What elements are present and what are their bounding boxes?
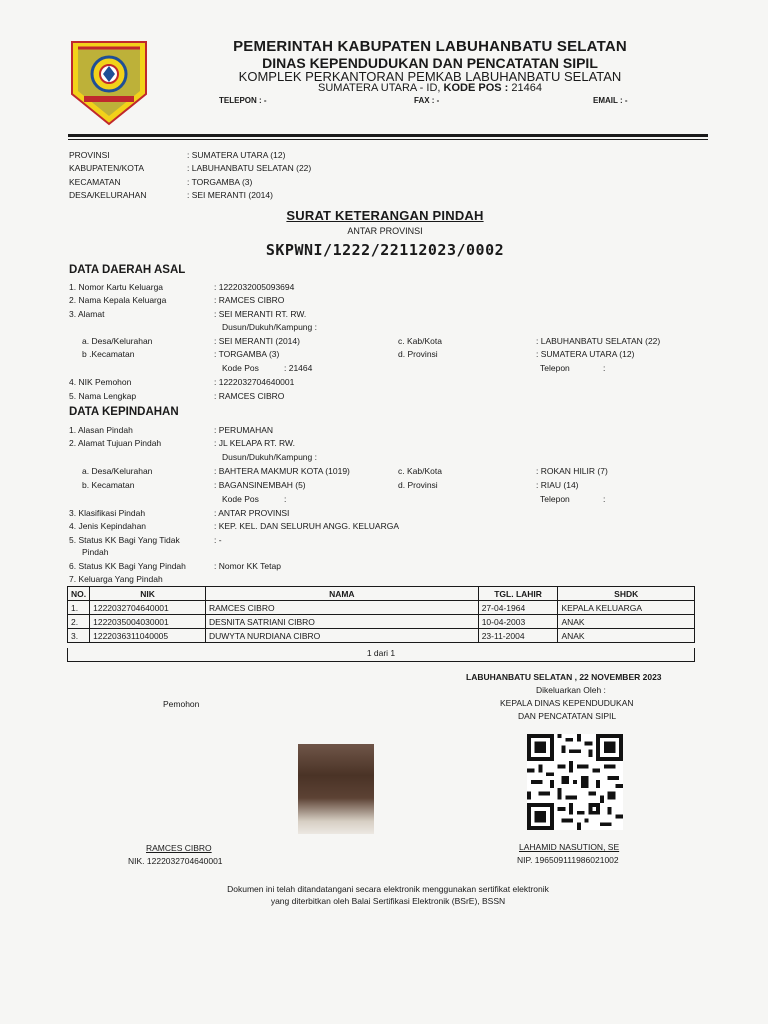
- cell-nik: 1222032704640001: [90, 601, 206, 615]
- header-divider-thin: [68, 139, 708, 140]
- origin-kec-label: b .Kecamatan: [82, 349, 135, 359]
- moving-class-label: 3. Klasifikasi Pindah: [69, 508, 146, 518]
- col-header-tgl-lahir: TGL. LAHIR: [478, 587, 558, 601]
- moving-postcode-label: Kode Pos: [222, 494, 259, 504]
- moving-kab-value: : ROKAN HILIR (7): [536, 466, 608, 476]
- moving-status-stay-label-2: Pindah: [82, 547, 109, 557]
- origin-nik-label: 4. NIK Pemohon: [69, 377, 132, 387]
- header-address: [160, 82, 700, 94]
- regency-emblem-icon: [70, 40, 148, 126]
- origin-kab-label: c. Kab/Kota: [398, 336, 442, 346]
- cell-tgl-lahir: 23-11-2004: [478, 629, 558, 643]
- origin-address-label: 3. Alamat: [69, 309, 105, 319]
- cell-shdk: KEPALA KELUARGA: [558, 601, 695, 615]
- cell-nik: 1222035004030001: [90, 615, 206, 629]
- moving-status-move-label: 6. Status KK Bagi Yang Pindah: [69, 561, 186, 571]
- origin-kec-value: : TORGAMBA (3): [214, 349, 280, 359]
- region-kabupaten-value: : LABUHANBATU SELATAN (22): [187, 163, 312, 173]
- origin-prov-label: d. Provinsi: [398, 349, 438, 359]
- cell-shdk: ANAK: [558, 629, 695, 643]
- moving-type-value: : KEP. KEL. DAN SELURUH ANGG. KELUARGA: [214, 521, 400, 531]
- origin-postcode-label: Kode Pos: [222, 363, 259, 373]
- cell-tgl-lahir: 27-04-1964: [478, 601, 558, 615]
- origin-postcode-value: : 21464: [284, 363, 313, 373]
- cell-no: 3.: [68, 629, 90, 643]
- document-title: SURAT KETERANGAN PINDAH: [286, 208, 484, 223]
- section-moving-heading: DATA KEPINDAHAN: [69, 406, 179, 418]
- header-complex: KOMPLEK PERKANTORAN PEMKAB LABUHANBATU SELATAN: [238, 69, 622, 84]
- header-postcode: 21464: [511, 82, 542, 94]
- footer-esign-line-1: Dokumen ini telah ditandatangani secara elektronik menggunakan sertifikat elektronik: [227, 884, 549, 894]
- moving-desa-label: a. Desa/Kelurahan: [82, 466, 153, 476]
- footer-esign-line-2: yang diterbitkan oleh Balai Sertifikasi Elektronik (BSrE), BSSN: [270, 896, 506, 906]
- moving-kec-value: : BAGANSINEMBAH (5): [214, 480, 306, 490]
- col-header-nik: NIK: [90, 587, 206, 601]
- table-row: [68, 615, 695, 629]
- col-header-nama: NAMA: [205, 587, 478, 601]
- document-subtitle: ANTAR PROVINSI: [347, 226, 423, 236]
- moving-dusun: Dusun/Dukuh/Kampung :: [222, 452, 317, 462]
- moving-status-stay-label: 5. Status KK Bagi Yang Tidak: [69, 535, 180, 545]
- region-kecamatan-label: KECAMATAN: [69, 177, 121, 187]
- region-desa-label: DESA/KELURAHAN: [69, 190, 147, 200]
- cell-nama: DUWYTA NURDIANA CIBRO: [205, 629, 478, 643]
- moving-reason-label: 1. Alasan Pindah: [69, 425, 133, 435]
- moving-prov-label: d. Provinsi: [398, 480, 438, 490]
- moving-kec-label: b. Kecamatan: [82, 480, 135, 490]
- moving-desa-value: : BAHTERA MAKMUR KOTA (1019): [214, 466, 350, 476]
- office-title-1: KEPALA DINAS KEPENDUDUKAN: [500, 698, 634, 708]
- origin-name-value: : RAMCES CIBRO: [214, 391, 285, 401]
- cell-nama: RAMCES CIBRO: [205, 601, 478, 615]
- origin-address-value: : SEI MERANTI RT. RW.: [214, 309, 307, 319]
- moving-address-label: 2. Alamat Tujuan Pindah: [69, 438, 162, 448]
- header-email: EMAIL : -: [593, 96, 628, 105]
- cell-no: 1.: [68, 601, 90, 615]
- moving-family-label: 7. Keluarga Yang Pindah: [69, 574, 163, 584]
- cell-nik: 1222036311040005: [90, 629, 206, 643]
- moving-status-stay-value: : -: [214, 535, 222, 545]
- moving-telepon-label: Telepon: [540, 494, 570, 504]
- header-telepon: TELEPON : -: [219, 96, 267, 105]
- origin-kk-label: 1. Nomor Kartu Keluarga: [69, 282, 164, 292]
- applicant-label: Pemohon: [163, 699, 200, 709]
- family-table: [67, 586, 695, 643]
- origin-dusun: Dusun/Dukuh/Kampung :: [222, 322, 317, 332]
- col-header-shdk: SHDK: [558, 587, 695, 601]
- table-row: [68, 601, 695, 615]
- origin-head-label: 2. Nama Kepala Keluarga: [69, 295, 167, 305]
- region-kabupaten-label: KABUPATEN/KOTA: [69, 163, 145, 173]
- applicant-name: RAMCES CIBRO: [146, 843, 212, 853]
- cell-no: 2.: [68, 615, 90, 629]
- moving-type-label: 4. Jenis Kepindahan: [69, 521, 147, 531]
- table-header-row: [68, 587, 695, 601]
- applicant-nik: NIK. 1222032704640001: [128, 856, 223, 866]
- cell-nama: DESNITA SATRIANI CIBRO: [205, 615, 478, 629]
- origin-telepon-value: :: [603, 363, 606, 373]
- moving-prov-value: : RIAU (14): [536, 480, 579, 490]
- issued-by-label: Dikeluarkan Oleh :: [536, 685, 606, 695]
- moving-postcode-value: :: [284, 494, 287, 504]
- origin-desa-label: a. Desa/Kelurahan: [82, 336, 153, 346]
- region-provinsi-value: : SUMATERA UTARA (12): [187, 150, 286, 160]
- document-number: SKPWNI/1222/22112023/0002: [265, 241, 505, 259]
- moving-kab-label: c. Kab/Kota: [398, 466, 442, 476]
- official-name: LAHAMID NASUTION, SE: [519, 842, 620, 852]
- origin-telepon-label: Telepon: [540, 363, 570, 373]
- moving-class-value: : ANTAR PROVINSI: [214, 508, 290, 518]
- region-desa-value: : SEI MERANTI (2014): [187, 190, 273, 200]
- origin-desa-value: : SEI MERANTI (2014): [214, 336, 300, 346]
- header-divider-thick: [68, 134, 708, 137]
- header-agency: DINAS KEPENDUDUKAN DAN PENCATATAN SIPIL: [262, 55, 598, 71]
- office-title-2: DAN PENCATATAN SIPIL: [518, 711, 617, 721]
- moving-telepon-value: :: [603, 494, 606, 504]
- origin-name-label: 5. Nama Lengkap: [69, 391, 137, 401]
- header-postcode-label: KODE POS :: [443, 82, 509, 94]
- section-origin-heading: DATA DAERAH ASAL: [69, 264, 186, 276]
- header-government: PEMERINTAH KABUPATEN LABUHANBATU SELATAN: [233, 38, 627, 55]
- header-address-prefix: SUMATERA UTARA - ID,: [318, 82, 441, 94]
- moving-address-value: : JL KELAPA RT. RW.: [214, 438, 295, 448]
- qr-code-icon: [527, 734, 623, 830]
- region-kecamatan-value: : TORGAMBA (3): [187, 177, 253, 187]
- region-provinsi-label: PROVINSI: [69, 150, 110, 160]
- origin-nik-value: : 1222032704640001: [214, 377, 295, 387]
- header-fax: FAX : -: [414, 96, 440, 105]
- table-page-indicator: 1 dari 1: [67, 648, 695, 662]
- origin-head-value: : RAMCES CIBRO: [214, 295, 285, 305]
- origin-kk-value: : 1222032005093694: [214, 282, 295, 292]
- origin-prov-value: : SUMATERA UTARA (12): [536, 349, 635, 359]
- cell-tgl-lahir: 10-04-2003: [478, 615, 558, 629]
- moving-reason-value: : PERUMAHAN: [214, 425, 274, 435]
- cell-shdk: ANAK: [558, 615, 695, 629]
- applicant-photo: [298, 744, 374, 834]
- moving-status-move-value: : Nomor KK Tetap: [214, 561, 281, 571]
- table-row: [68, 629, 695, 643]
- origin-kab-value: : LABUHANBATU SELATAN (22): [536, 336, 661, 346]
- issue-place-date: LABUHANBATU SELATAN , 22 NOVEMBER 2023: [466, 672, 662, 682]
- col-header-no: NO.: [68, 587, 90, 601]
- official-nip: NIP. 196509111986021002: [517, 855, 619, 865]
